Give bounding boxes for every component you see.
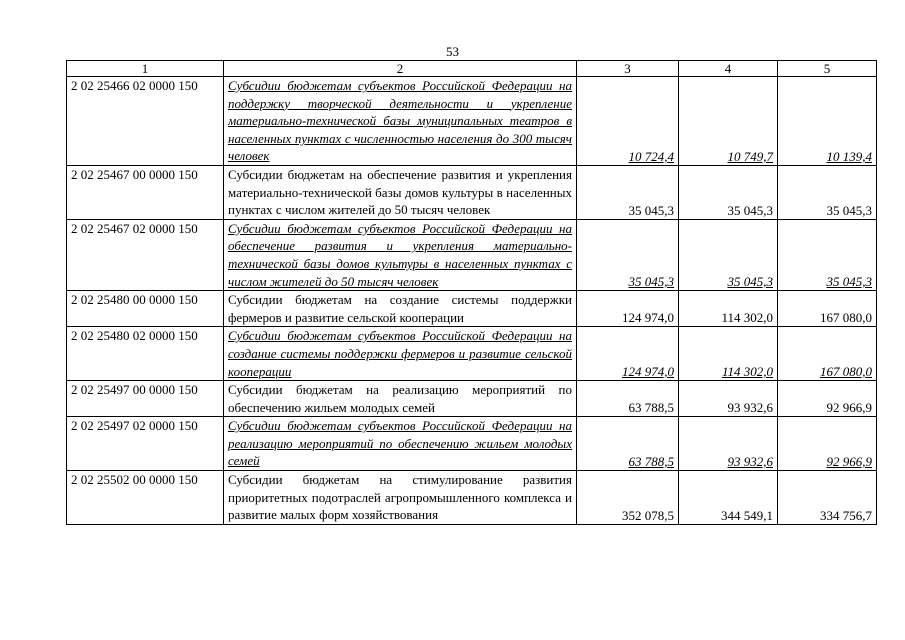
amount-cell-column-4: 93 932,6 [679,381,778,417]
budget-code-cell: 2 02 25466 02 0000 150 [67,77,224,166]
description-cell: Субсидии бюджетам на стимулирование развития приоритетных подотраслей агропромышленного комплекса и развитие малых форм хозяйствования [224,471,577,525]
amount-cell-column-3: 352 078,5 [577,471,679,525]
budget-code-cell: 2 02 25467 02 0000 150 [67,219,224,290]
description-cell: Субсидии бюджетам на реализацию мероприятий по обеспечению жильем молодых семей [224,381,577,417]
amount-cell-column-5: 167 080,0 [778,291,877,327]
page-number: 53 [446,44,459,59]
amount-cell-column-5: 35 045,3 [778,165,877,219]
column-header-5: 5 [778,61,877,77]
description-cell: Субсидии бюджетам на создание системы поддержки фермеров и развитие сельской кооперации [224,291,577,327]
budget-code-cell: 2 02 25502 00 0000 150 [67,471,224,525]
column-header-4: 4 [679,61,778,77]
description-cell: Субсидии бюджетам субъектов Российской Федерации на поддержку творческой деятельности и укрепление материально-технической базы муниципальных театров в населенных пунктах с численностью населения до 300 тысяч человек [224,77,577,166]
amount-cell-column-3: 124 974,0 [577,291,679,327]
table-row [67,219,877,290]
amount-cell-column-3: 63 788,5 [577,417,679,471]
description-cell: Субсидии бюджетам субъектов Российской Федерации на создание системы поддержки фермеров и развитие сельской кооперации [224,327,577,381]
column-header-1: 1 [67,61,224,77]
column-number-row [67,61,877,77]
amount-cell-column-3: 35 045,3 [577,219,679,290]
table-row [67,327,877,381]
budget-code-cell: 2 02 25497 02 0000 150 [67,417,224,471]
amount-cell-column-4: 10 749,7 [679,77,778,166]
amount-cell-column-5: 167 080,0 [778,327,877,381]
budget-table [66,60,877,525]
budget-code-cell: 2 02 25497 00 0000 150 [67,381,224,417]
amount-cell-column-3: 10 724,4 [577,77,679,166]
amount-cell-column-5: 334 756,7 [778,471,877,525]
table-row [67,77,877,166]
amount-cell-column-4: 93 932,6 [679,417,778,471]
table-row [67,165,877,219]
table-row [67,291,877,327]
budget-table-body [67,61,877,525]
budget-code-cell: 2 02 25480 00 0000 150 [67,291,224,327]
budget-code-cell: 2 02 25467 00 0000 150 [67,165,224,219]
table-row [67,417,877,471]
column-header-3: 3 [577,61,679,77]
description-cell: Субсидии бюджетам субъектов Российской Федерации на обеспечение развития и укрепления материально-технической базы домов культуры в населенных пунктах с числом жителей до 50 тысяч человек [224,219,577,290]
amount-cell-column-4: 114 302,0 [679,327,778,381]
amount-cell-column-3: 35 045,3 [577,165,679,219]
description-cell: Субсидии бюджетам субъектов Российской Федерации на реализацию мероприятий по обеспечению жильем молодых семей [224,417,577,471]
amount-cell-column-4: 114 302,0 [679,291,778,327]
amount-cell-column-5: 92 966,9 [778,417,877,471]
amount-cell-column-4: 35 045,3 [679,165,778,219]
amount-cell-column-3: 124 974,0 [577,327,679,381]
amount-cell-column-4: 344 549,1 [679,471,778,525]
column-header-2: 2 [224,61,577,77]
amount-cell-column-4: 35 045,3 [679,219,778,290]
description-cell: Субсидии бюджетам на обеспечение развития и укрепления материально-технической базы домов культуры в населенных пунктах с числом жителей до 50 тысяч человек [224,165,577,219]
table-row [67,471,877,525]
amount-cell-column-5: 10 139,4 [778,77,877,166]
table-row [67,381,877,417]
amount-cell-column-5: 35 045,3 [778,219,877,290]
amount-cell-column-3: 63 788,5 [577,381,679,417]
budget-code-cell: 2 02 25480 02 0000 150 [67,327,224,381]
amount-cell-column-5: 92 966,9 [778,381,877,417]
